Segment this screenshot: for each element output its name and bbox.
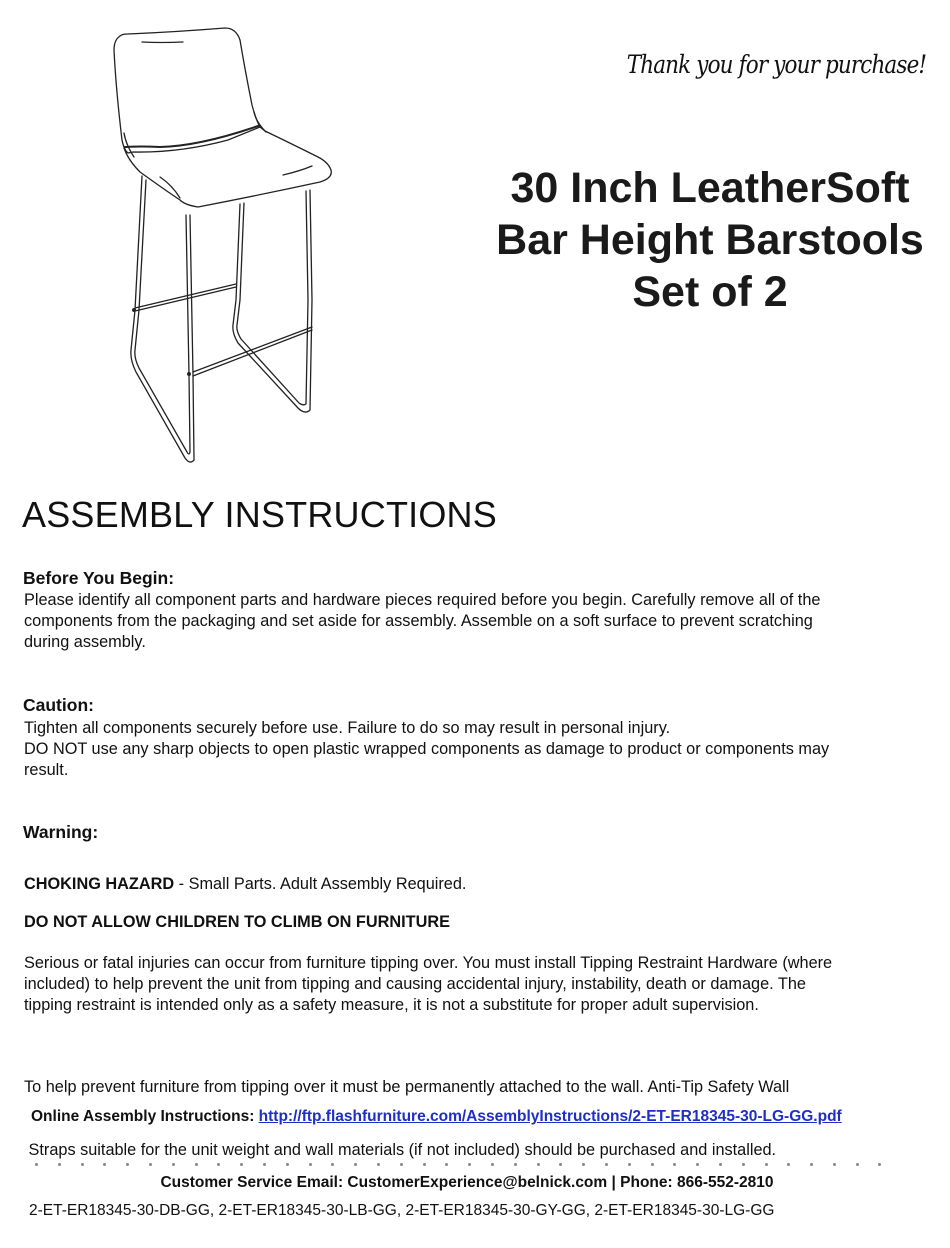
barstool-illustration (100, 20, 350, 475)
product-title-line: Bar Height Barstools (496, 216, 924, 264)
text-line: included) to help prevent the unit from tipping and causing accidental injury, instability, death or damage. The (24, 975, 806, 993)
product-title-line: Set of 2 (632, 268, 788, 316)
assembly-instructions-heading: ASSEMBLY INSTRUCTIONS (22, 494, 497, 535)
online-instructions (31, 1108, 842, 1126)
text-line: Please identify all component parts and hardware pieces required before you begin. Carefully remove all of the (24, 591, 821, 609)
warning-heading: Warning: (23, 822, 99, 842)
before-you-begin-text (24, 590, 929, 653)
product-title-line: 30 Inch LeatherSoft (510, 164, 910, 212)
text-line: Tighten all components securely before use. Failure to do so may result in personal injury. (24, 719, 671, 737)
sku-list: 2-ET-ER18345-30-DB-GG, 2-ET-ER18345-30-LB-GG, 2-ET-ER18345-30-GY-GG, 2-ET-ER18345-30-LG-GG (29, 1202, 775, 1219)
caution-text (24, 718, 929, 781)
product-title (480, 162, 940, 318)
text-line: during assembly. (24, 633, 146, 651)
before-you-begin-heading: Before You Begin: (23, 568, 175, 588)
choking-hazard-label: CHOKING HAZARD (24, 875, 175, 893)
thank-you-message: Thank you for your purchase! (626, 50, 926, 79)
text-line: result. (24, 761, 69, 779)
text-line: components from the packaging and set aside for assembly. Assemble on a soft surface to prevent scratching (24, 612, 813, 630)
text-line: To help prevent furniture from tipping over it must be permanently attached to the wall. Anti-Tip Safety Wall (24, 1078, 790, 1096)
text-line: tipping restraint is intended only as a safety measure, it is not a substitute for proper adult supervision. (24, 996, 759, 1014)
text-line: DO NOT use any sharp objects to open plastic wrapped components as damage to product or components may (24, 740, 830, 758)
tipping-warning-text (24, 953, 929, 1016)
choking-hazard-detail: - Small Parts. Adult Assembly Required. (174, 875, 467, 893)
dotted-separator (35, 1163, 895, 1169)
customer-service-contact: Customer Service Email: CustomerExperience@belnick.com | Phone: 866-552-2810 (160, 1174, 774, 1191)
online-instructions-label: Online Assembly Instructions: (31, 1108, 259, 1125)
caution-heading: Caution: (23, 695, 94, 715)
text-line: Serious or fatal injuries can occur from furniture tipping over. You must install Tipping Restraint Hardware (where (24, 954, 833, 972)
climb-warning: DO NOT ALLOW CHILDREN TO CLIMB ON FURNITURE (24, 913, 450, 931)
choking-hazard-text (24, 874, 929, 895)
text-line: Straps suitable for the unit weight and wall materials (if not included) should be purchased and installed. (24, 1141, 777, 1159)
online-instructions-link[interactable]: http://ftp.flashfurniture.com/AssemblyInstructions/2-ET-ER18345-30-LG-GG.pdf (258, 1108, 842, 1125)
